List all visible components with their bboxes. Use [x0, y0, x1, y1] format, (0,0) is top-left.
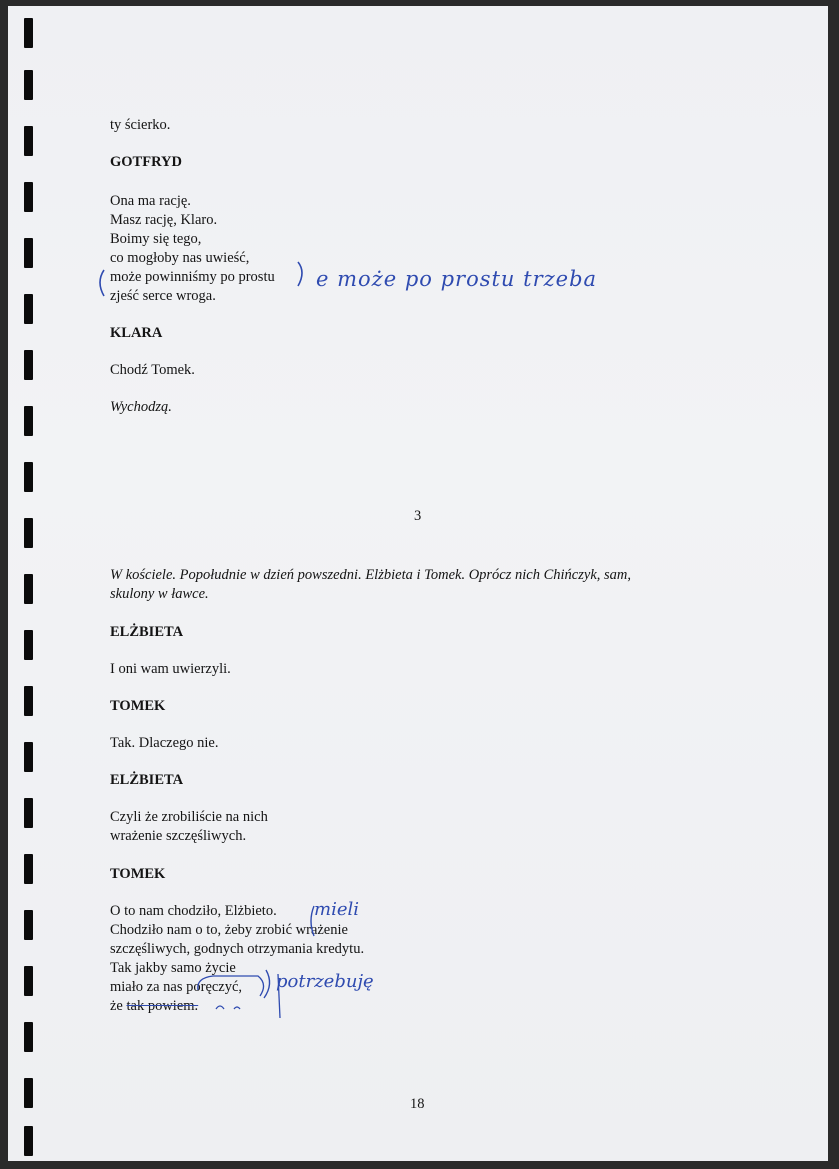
speaker-name: TOMEK [110, 698, 166, 714]
handwritten-note: mieli [314, 899, 359, 920]
dialogue-text: Chodziło nam o to, żeby zrobić [110, 922, 293, 938]
dialogue-text: wrażenie [295, 922, 348, 938]
dialogue-line: I oni wam uwierzyli. [110, 661, 231, 677]
stage-direction: W kościele. Popołudnie w dzień powszedni. Elżbieta i Tomek. Oprócz nich Chińczyk, sam, [110, 567, 631, 583]
dialogue-text: miało za nas [110, 979, 183, 995]
handwritten-note: e może po prostu trzeba [316, 267, 598, 291]
dialogue-text: że [110, 998, 123, 1014]
dialogue-line: Boimy się tego, [110, 231, 202, 247]
dialogue-text-circled: poręczyć, [186, 979, 243, 995]
dialogue-line: Czyli że zrobiliście na nich [110, 809, 268, 825]
stage-direction: Wychodzą. [110, 399, 172, 415]
dialogue-line: co mogłoby nas uwieść, [110, 250, 250, 266]
dialogue-line: szczęśliwych, godnych otrzymania kredytu. [110, 941, 365, 957]
dialogue-text-struck: tak powiem. [126, 998, 199, 1014]
speaker-name: ELŻBIETA [110, 772, 184, 788]
dialogue-line: ty ścierko. [110, 117, 171, 133]
dialogue-line: Masz rację, Klaro. [110, 212, 218, 228]
dialogue-line: zjeść serce wroga. [110, 288, 216, 304]
pen-marks [8, 6, 828, 1161]
speaker-name: ELŻBIETA [110, 624, 184, 640]
dialogue-line: Tak. Dlaczego nie. [110, 735, 219, 751]
stage-direction: skulony w ławce. [110, 586, 209, 602]
document-page [8, 6, 828, 1161]
scene-number: 3 [414, 508, 422, 524]
speaker-name: TOMEK [110, 866, 166, 882]
page-number: 18 [410, 1096, 425, 1112]
dialogue-line: wrażenie szczęśliwych. [110, 828, 247, 844]
handwritten-note: potrzebuję [276, 971, 374, 992]
dialogue-line: może powinniśmy po prostu [110, 269, 275, 285]
speaker-name: GOTFRYD [110, 154, 182, 170]
dialogue-line: Tak jakby samo życie [110, 960, 236, 976]
speaker-name: KLARA [110, 325, 163, 341]
dialogue-line: Chodź Tomek. [110, 362, 195, 378]
dialogue-line: O to nam chodziło, Elżbieto. [110, 903, 277, 919]
dialogue-line: Ona ma rację. [110, 193, 191, 209]
